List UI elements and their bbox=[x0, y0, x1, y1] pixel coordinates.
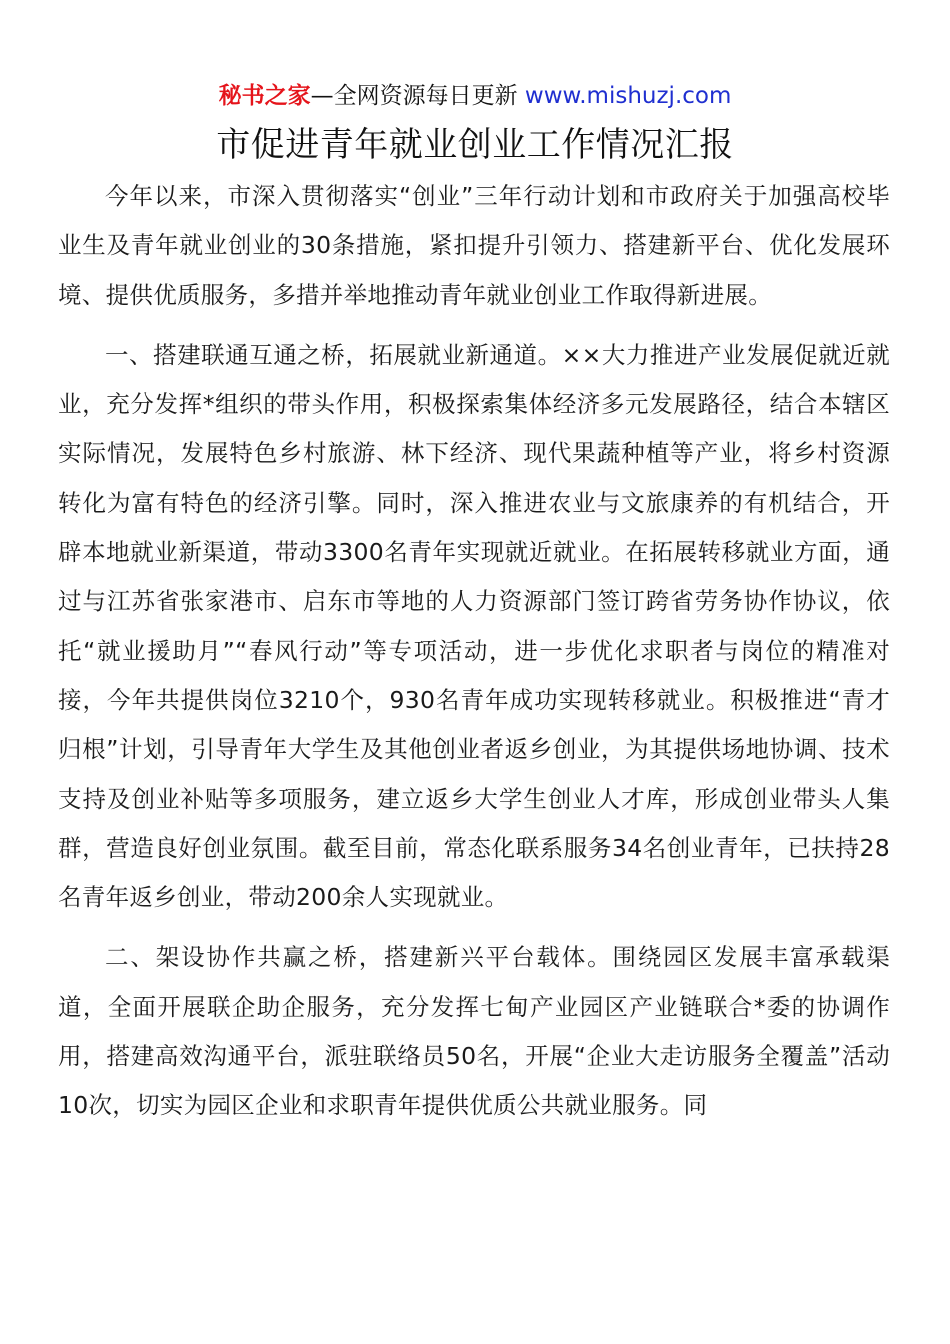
paragraph-section-1 bbox=[58, 331, 890, 923]
site-brand: 秘书之家 bbox=[218, 83, 311, 109]
paragraph-text: ××大力推进产业发展促就近就业，充分发挥*组织的带头作用，积极探索集体经济多元发展路径，结合本辖区实际情况，发展特色乡村旅游、林下经济、现代果蔬种植等产业，将乡村资源转化为富有特色的经济引擎。同时，深入推进农业与文旅康养的有机结合，开辟本地就业新渠道，带动3300名青年实现就近就业。在拓展转移就业方面，通过与江苏省张家港市、启东市等地的人力资源部门签订跨省劳务协作协议，依托“就业援助月”“春风行动”等专项活动，进一步优化求职者与岗位的精准对接，今年共提供岗位3210个，930名青年成功实现转移就业。积极推进“青才归根”计划，引导青年大学生及其他创业者返乡创业，为其提供场地协调、技术支持及创业补贴等多项服务，建立返乡大学生创业人才库，形成创业带头人集群，营造良好创业氛围。截至目前，常态化联系服务34名创业青年，已扶持28名青年返乡创业，带动200余人实现就业。 bbox=[58, 340, 890, 912]
paragraph-section-2 bbox=[58, 933, 890, 1130]
paragraph-intro bbox=[58, 172, 890, 320]
paragraph-heading: 二、架设协作共赢之桥，搭建新兴平台载体。 bbox=[105, 943, 613, 972]
paragraph-text: 围绕园区发展丰富承载渠道，全面开展联企助企服务，充分发挥七甸产业园区产业链联合*委的协调作用，搭建高效沟通平台，派驻联络员50名，开展“企业大走访服务全覆盖”活动10次，切实为园区企业和求职青年提供优质公共就业服务。同 bbox=[58, 943, 890, 1120]
site-header bbox=[0, 80, 950, 112]
document-title: 市促进青年就业创业工作情况汇报 bbox=[216, 125, 734, 165]
document-body bbox=[58, 172, 890, 1131]
site-url-link[interactable]: www.mishuzj.com bbox=[524, 83, 732, 109]
paragraph-heading: 一、搭建联通互通之桥，拓展就业新通道。 bbox=[105, 340, 562, 369]
site-tagline: —全网资源每日更新 bbox=[310, 83, 518, 109]
paragraph-text: 今年以来，市深入贯彻落实“创业”三年行动计划和市政府关于加强高校毕业生及青年就业创业的30条措施，紧扣提升引领力、搭建新平台、优化发展环境、提供优质服务，多措并举地推动青年就业创业工作取得新进展。 bbox=[58, 182, 890, 309]
